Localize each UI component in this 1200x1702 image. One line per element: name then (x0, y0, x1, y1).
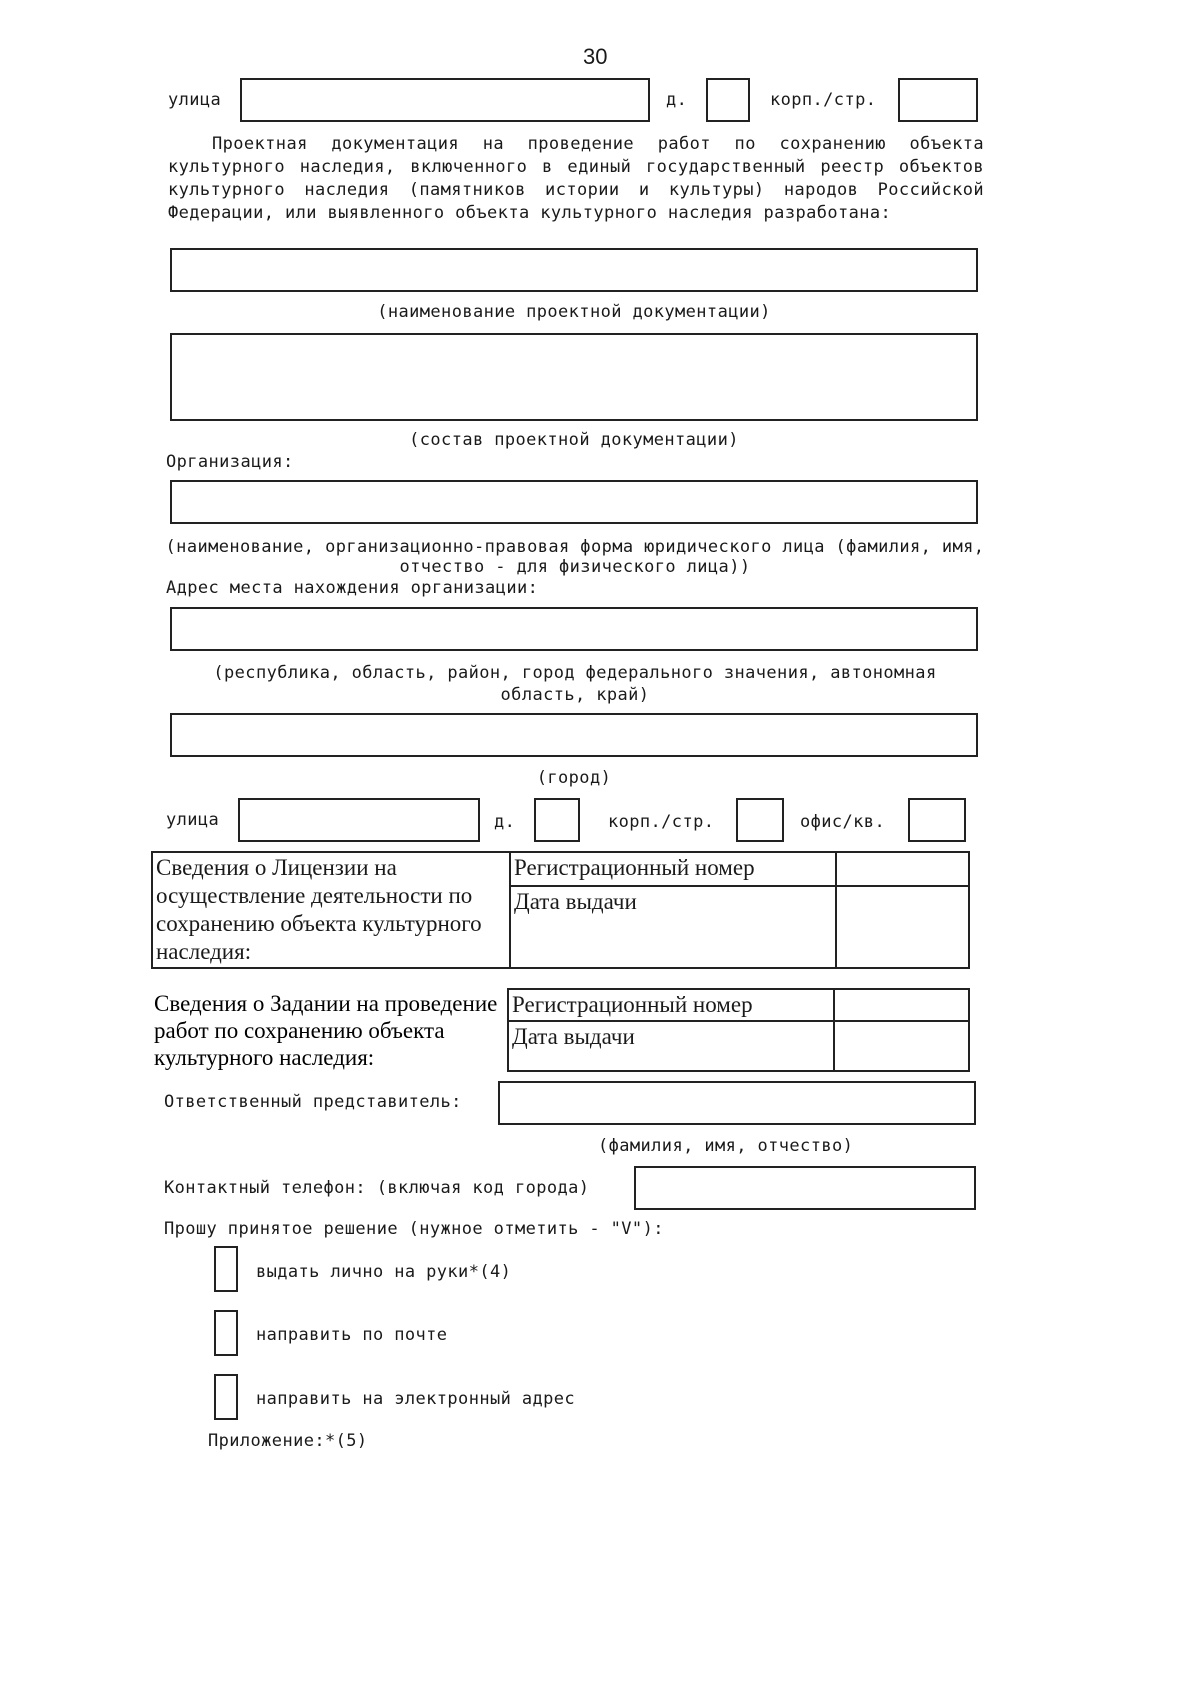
license-table (151, 851, 970, 969)
representative-label: Ответственный представитель: (164, 1092, 462, 1112)
organization-label: Организация: (166, 452, 294, 472)
option-checkbox-by-email[interactable] (214, 1374, 238, 1420)
house-field[interactable] (706, 78, 750, 122)
city-caption: (город) (536, 768, 612, 788)
street-field-2[interactable] (238, 798, 480, 842)
license-issue-date-label: Дата выдачи (510, 886, 836, 968)
attachment-label: Приложение:*(5) (208, 1431, 368, 1451)
option-label-in-person: выдать лично на руки*(4) (256, 1262, 512, 1282)
option-checkbox-in-person[interactable] (214, 1246, 238, 1292)
building-label-2: корп./стр. (608, 812, 715, 832)
license-issue-date-value[interactable] (836, 886, 969, 968)
option-label-by-mail: направить по почте (256, 1325, 448, 1345)
organization-caption: (наименование, организационно-правовая форма юридического лица (фамилия, имя, отчество - для физического лица)) (165, 537, 985, 577)
office-label: офис/кв. (800, 812, 886, 832)
page-number: 30 (583, 44, 608, 69)
representative-field[interactable] (498, 1081, 976, 1125)
task-reg-number-label: Регистрационный номер (508, 989, 834, 1021)
phone-label: Контактный телефон: (включая код города) (164, 1178, 590, 1198)
task-issue-date-value[interactable] (834, 1021, 969, 1071)
doc-name-field[interactable] (170, 248, 978, 292)
house-label: д. (666, 90, 688, 110)
street-label: улица (168, 90, 222, 110)
doc-composition-field[interactable] (170, 333, 978, 421)
house-label-2: д. (494, 812, 516, 832)
region-field[interactable] (170, 607, 978, 651)
task-table (507, 988, 970, 1072)
option-checkbox-by-mail[interactable] (214, 1310, 238, 1356)
task-reg-number-value[interactable] (834, 989, 969, 1021)
street-label-2: улица (166, 810, 220, 830)
decision-prompt: Прошу принятое решение (нужное отметить - "V"): (164, 1219, 664, 1239)
building-label: корп./стр. (770, 90, 877, 110)
representative-caption: (фамилия, имя, отчество) (598, 1136, 854, 1156)
option-label-by-email: направить на электронный адрес (256, 1389, 576, 1409)
intro-paragraph: Проектная документация на проведение работ по сохранению объекта культурного наследия, включенного в единый государственный реестр объектов культурного наследия (памятников истории и культуры) народов Российской Федерации, или выявленного объекта культурного наследия разработана: (168, 134, 984, 223)
task-title: Сведения о Задании на проведение работ по сохранению объекта культурного наследия: (154, 991, 498, 1070)
building-field-2[interactable] (736, 798, 784, 842)
region-caption: (республика, область, район, город федерального значения, автономная область, край) (213, 663, 937, 705)
office-field[interactable] (908, 798, 966, 842)
license-reg-number-value[interactable] (836, 852, 969, 886)
license-reg-number-label: Регистрационный номер (510, 852, 836, 886)
license-title: Сведения о Лицензии на осуществление деятельности по сохранению объекта культурного наследия: (152, 852, 510, 968)
doc-composition-caption: (состав проектной документации) (409, 430, 739, 450)
phone-field[interactable] (634, 1166, 976, 1210)
street-field[interactable] (240, 78, 650, 122)
city-field[interactable] (170, 713, 978, 757)
house-field-2[interactable] (534, 798, 580, 842)
doc-name-caption: (наименование проектной документации) (377, 302, 771, 322)
building-field[interactable] (898, 78, 978, 122)
task-issue-date-label: Дата выдачи (508, 1021, 834, 1071)
organization-field[interactable] (170, 480, 978, 524)
address-label: Адрес места нахождения организации: (166, 578, 539, 598)
